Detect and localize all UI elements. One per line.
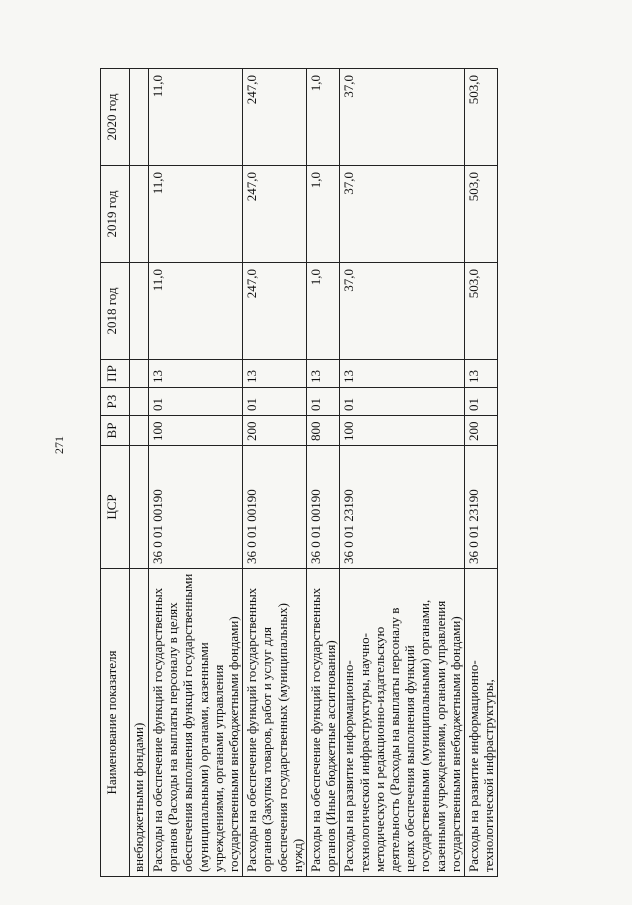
row-2019: 503,0 — [465, 166, 498, 263]
row-2019: 11,0 — [149, 166, 243, 263]
row-rz: 01 — [465, 388, 498, 416]
row-csr: 36 0 01 23190 — [340, 446, 465, 569]
row-2019: 37,0 — [340, 166, 465, 263]
row-name: Расходы на обеспечение функций государственных органов (Закупка товаров, работ и услуг для обеспечения государственных (муниципальных) нужд) — [243, 569, 307, 877]
row-rz: 01 — [149, 388, 243, 416]
row-vr: 200 — [243, 416, 307, 446]
header-2018: 2018 год — [101, 263, 130, 360]
row-pr: 13 — [340, 360, 465, 388]
header-row — [101, 69, 130, 877]
row-2018: 247,0 — [243, 263, 307, 360]
row-name: Расходы на развитие информационно-технологической инфраструктуры, научно-методическую и редакционно-издательскую деятельность (Расходы на выплаты персоналу в целях обеспечения выполнения функций государственными (муниципальными) органами, казенными учреждениями, органами управления государственными внебюджетными фондами) — [340, 569, 465, 877]
row-2018: 503,0 — [465, 263, 498, 360]
header-2019: 2019 год — [101, 166, 130, 263]
table-row — [340, 69, 465, 877]
row-2020: 247,0 — [243, 69, 307, 166]
budget-table-container — [100, 71, 612, 877]
row-rz: 01 — [340, 388, 465, 416]
row-pr: 13 — [149, 360, 243, 388]
row-2020: 1,0 — [307, 69, 340, 166]
header-name: Наименование показателя — [101, 569, 130, 877]
row-2018: 1,0 — [307, 263, 340, 360]
row-csr: 36 0 01 00190 — [243, 446, 307, 569]
row-name: Расходы на обеспечение функций государственных органов (Иные бюджетные ассигнования) — [307, 569, 340, 877]
table-row — [465, 69, 498, 877]
row-rz: 01 — [243, 388, 307, 416]
row-2019: 1,0 — [307, 166, 340, 263]
row-vr: 800 — [307, 416, 340, 446]
row-vr: 100 — [340, 416, 465, 446]
row-pr: 13 — [243, 360, 307, 388]
header-vr: ВР — [101, 416, 130, 446]
row-pr: 13 — [465, 360, 498, 388]
header-2020: 2020 год — [101, 69, 130, 166]
row-csr: 36 0 01 00190 — [149, 446, 243, 569]
row-rz: 01 — [307, 388, 340, 416]
header-csr: ЦСР — [101, 446, 130, 569]
table-row — [307, 69, 340, 877]
row-csr: 36 0 01 00190 — [307, 446, 340, 569]
header-rz: РЗ — [101, 388, 130, 416]
budget-table — [100, 68, 498, 877]
row-name: Расходы на развитие информационно-технологической инфраструктуры, — [465, 569, 498, 877]
row-2019: 247,0 — [243, 166, 307, 263]
row-2020: 11,0 — [149, 69, 243, 166]
header-pr: ПР — [101, 360, 130, 388]
row-name: Расходы на обеспечение функций государственных органов (Расходы на выплаты персоналу в целях обеспечения выполнения функций государственными (муниципальными) органами, казенными учреждениями, органами управления государственными внебюджетными фондами) — [149, 569, 243, 877]
row-2020: 37,0 — [340, 69, 465, 166]
continuation-text: внебюджетными фондами) — [130, 569, 149, 877]
row-vr: 100 — [149, 416, 243, 446]
table-row — [243, 69, 307, 877]
row-csr: 36 0 01 23190 — [465, 446, 498, 569]
row-vr: 200 — [465, 416, 498, 446]
row-2018: 11,0 — [149, 263, 243, 360]
row-2018: 37,0 — [340, 263, 465, 360]
page-number: 271 — [52, 436, 66, 454]
row-pr: 13 — [307, 360, 340, 388]
continuation-row — [130, 69, 149, 877]
table-row — [149, 69, 243, 877]
row-2020: 503,0 — [465, 69, 498, 166]
